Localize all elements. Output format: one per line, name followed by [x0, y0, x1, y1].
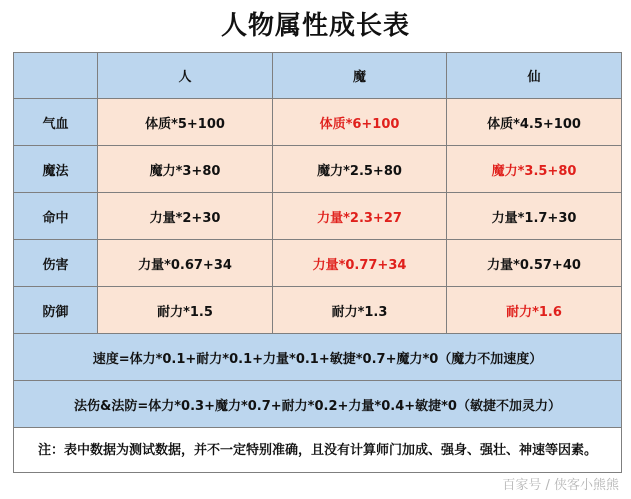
table-row [14, 146, 622, 193]
value-cell: 体质*5+100 [98, 99, 273, 146]
value-cell: 力量*0.57+40 [447, 240, 622, 287]
value-cell: 力量*2+30 [98, 193, 273, 240]
value-cell: 力量*1.7+30 [447, 193, 622, 240]
table-row [14, 193, 622, 240]
value-cell: 力量*0.67+34 [98, 240, 273, 287]
row-label-damage: 伤害 [14, 240, 98, 287]
value-cell: 体质*4.5+100 [447, 99, 622, 146]
table-row [14, 287, 622, 334]
value-cell: 魔力*2.5+80 [273, 146, 447, 193]
row-label-hp: 气血 [14, 99, 98, 146]
column-header-immortal: 仙 [447, 53, 622, 99]
column-header-demon: 魔 [273, 53, 447, 99]
row-label-defense: 防御 [14, 287, 98, 334]
row-label-hit: 命中 [14, 193, 98, 240]
value-cell-highlighted: 力量*2.3+27 [273, 193, 447, 240]
value-cell-highlighted: 魔力*3.5+80 [447, 146, 622, 193]
note-row [14, 428, 622, 473]
table-row [14, 99, 622, 146]
column-header-human: 人 [98, 53, 273, 99]
table-header-row [14, 53, 622, 99]
attribute-growth-table [13, 52, 622, 473]
table-note: 注：表中数据为测试数据，并不一定特别准确，且没有计算师门加成、强身、强壮、神速等因素。 [14, 428, 622, 473]
page-title: 人物属性成长表 [220, 11, 410, 41]
value-cell-highlighted: 体质*6+100 [273, 99, 447, 146]
row-label-mp: 魔法 [14, 146, 98, 193]
magic-formula: 法伤&法防=体力*0.3+魔力*0.7+耐力*0.2+力量*0.4+敏捷*0（敏捷不加灵力） [14, 381, 622, 428]
value-cell: 耐力*1.3 [273, 287, 447, 334]
value-cell-highlighted: 力量*0.77+34 [273, 240, 447, 287]
watermark: 百家号 / 侠客小熊熊 [502, 478, 619, 493]
corner-header-cell [14, 53, 98, 99]
value-cell: 魔力*3+80 [98, 146, 273, 193]
value-cell-highlighted: 耐力*1.6 [447, 287, 622, 334]
formula-row-speed [14, 334, 622, 381]
table-row [14, 240, 622, 287]
speed-formula: 速度=体力*0.1+耐力*0.1+力量*0.1+敏捷*0.7+魔力*0（魔力不加速度） [14, 334, 622, 381]
formula-row-magic [14, 381, 622, 428]
value-cell: 耐力*1.5 [98, 287, 273, 334]
